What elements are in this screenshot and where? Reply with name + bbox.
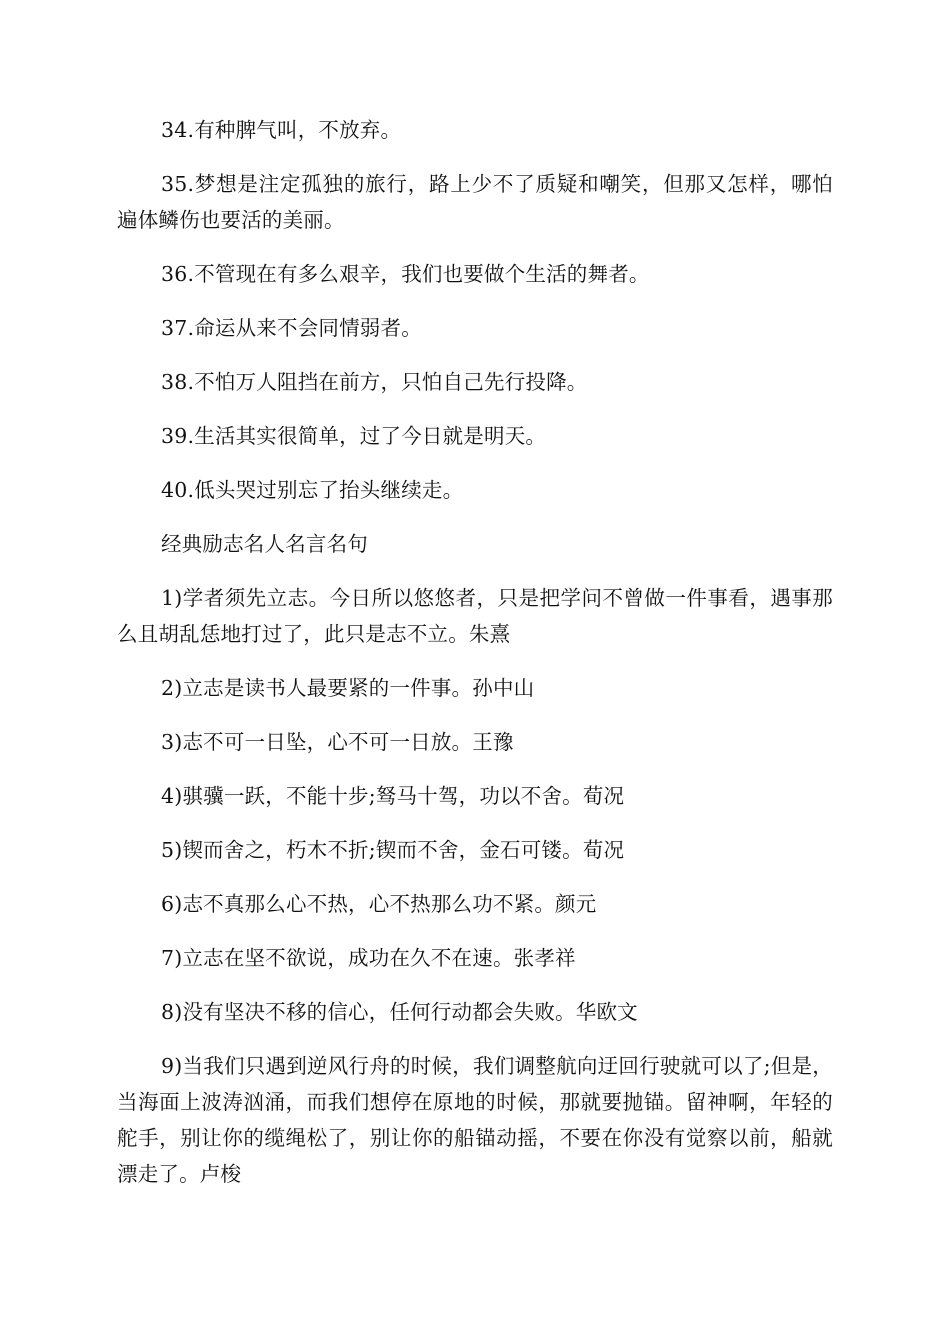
quote-paragraph-36: 36.不管现在有多么艰辛，我们也要做个生活的舞者。 <box>161 262 650 286</box>
quote-paragraph-35: 35.梦想是注定孤独的旅行，路上少不了质疑和嘲笑，但那又怎样，哪怕遍体鳞伤也要活的美丽。 <box>117 172 833 232</box>
quote-paragraph-34: 34.有种脾气叫，不放弃。 <box>161 118 402 142</box>
famous-quote-9: 9)当我们只遇到逆风行舟的时候，我们调整航向迂回行驶就可以了;但是，当海面上波涛汹涌，而我们想停在原地的时候，那就要抛锚。留神啊，年轻的舵手，别让你的缆绳松了，别让你的船锚动摇，不要在你没有觉察以前，船就漂走了。卢梭 <box>117 1054 833 1186</box>
quote-paragraph-37: 37.命运从来不会同情弱者。 <box>161 316 422 340</box>
famous-quote-4: 4)骐骥一跃，不能十步;驽马十驾，功以不舍。荀况 <box>161 784 625 808</box>
quote-paragraph-40: 40.低头哭过别忘了抬头继续走。 <box>161 478 464 502</box>
famous-quote-1: 1)学者须先立志。今日所以悠悠者，只是把学问不曾做一件事看，遇事那么且胡乱恁地打过了，此只是志不立。朱熹 <box>117 586 833 646</box>
famous-quote-5: 5)锲而舍之，朽木不折;锲而不舍，金石可镂。荀况 <box>161 838 625 862</box>
quote-paragraph-38: 38.不怕万人阻挡在前方，只怕自己先行投降。 <box>161 370 588 394</box>
famous-quote-3: 3)志不可一日坠，心不可一日放。王豫 <box>161 730 514 754</box>
famous-quote-8: 8)没有坚决不移的信心，任何行动都会失败。华欧文 <box>161 1000 638 1024</box>
section-heading: 经典励志名人名言名句 <box>161 532 368 556</box>
famous-quote-6: 6)志不真那么心不热，心不热那么功不紧。颜元 <box>161 892 597 916</box>
document-body <box>117 112 833 1210</box>
famous-quote-2: 2)立志是读书人最要紧的一件事。孙中山 <box>161 676 535 700</box>
quote-paragraph-39: 39.生活其实很简单，过了今日就是明天。 <box>161 424 547 448</box>
famous-quote-7: 7)立志在坚不欲说，成功在久不在速。张孝祥 <box>161 946 576 970</box>
